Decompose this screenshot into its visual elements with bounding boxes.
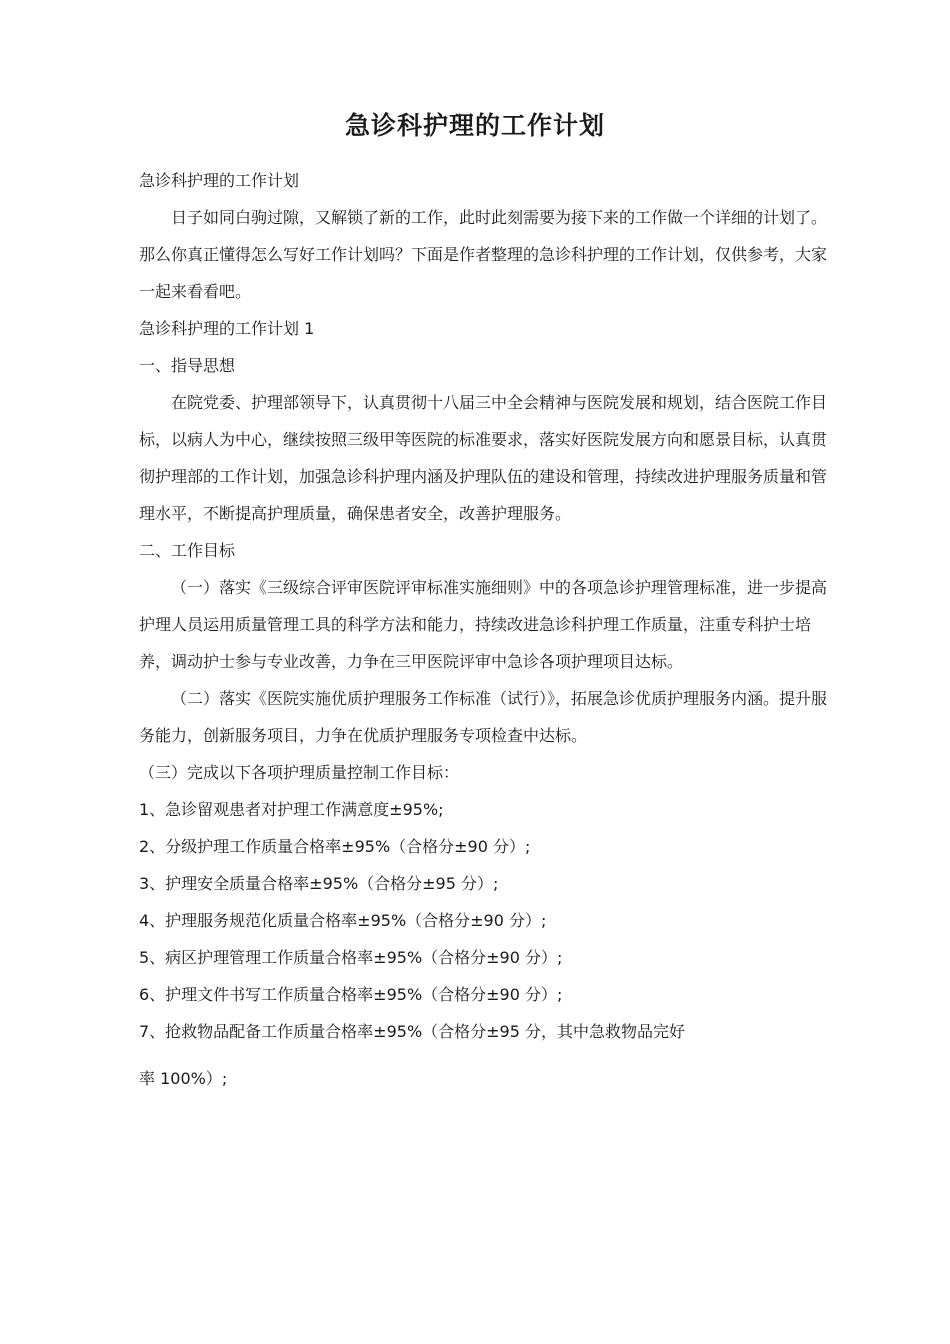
subtitle: 急诊科护理的工作计划 <box>139 171 300 190</box>
document-title: 急诊科护理的工作计划 <box>344 111 605 140</box>
list-item: 7、抢救物品配备工作质量合格率±95%（合格分±95 分，其中急救物品完好 <box>139 1022 686 1041</box>
list-item: 5、病区护理管理工作质量合格率±95%（合格分±90 分）; <box>139 948 563 967</box>
goal-paragraph-1: （一）落实《三级综合评审医院评审标准实施细则》中的各项急诊护理管理标准，进一步提高护理人员运用质量管理工具的科学方法和能力，持续改进急诊科护理工作质量，注重专科护士培养，调动护士参与专业改善，力争在三甲医院评审中急诊各项护理项目达标。 <box>139 578 828 671</box>
list-item-continuation: 率 100%）; <box>139 1069 228 1088</box>
document-body <box>139 162 829 1097</box>
list-item: 6、护理文件书写工作质量合格率±95%（合格分±90 分）; <box>139 985 563 1004</box>
goal-paragraph-2: （二）落实《医院实施优质护理服务工作标准（试行）》，拓展急诊优质护理服务内涵。提升服务能力，创新服务项目，力争在优质护理服务专项检查中达标。 <box>139 689 828 745</box>
list-item: 2、分级护理工作质量合格率±95%（合格分±90 分）; <box>139 837 531 856</box>
section-heading-plan-1: 急诊科护理的工作计划 1 <box>139 319 315 338</box>
heading-guiding-ideology: 一、指导思想 <box>139 356 236 375</box>
list-item: 3、护理安全质量合格率±95%（合格分±95 分）; <box>139 874 499 893</box>
guiding-ideology-paragraph: 在院党委、护理部领导下，认真贯彻十八届三中全会精神与医院发展和规划，结合医院工作目标，以病人为中心，继续按照三级甲等医院的标准要求，落实好医院发展方向和愿景目标，认真贯彻护理部的工作计划，加强急诊科护理内涵及护理队伍的建设和管理，持续改进护理服务质量和管理水平，不断提高护理质量，确保患者安全，改善护理服务。 <box>139 393 828 523</box>
heading-work-goals: 二、工作目标 <box>139 541 236 560</box>
intro-paragraph: 日子如同白驹过隙，又解锁了新的工作，此时此刻需要为接下来的工作做一个详细的计划了。那么你真正懂得怎么写好工作计划吗？下面是作者整理的急诊科护理的工作计划，仅供参考，大家一起来看看吧。 <box>139 208 828 301</box>
goal-paragraph-3: （三）完成以下各项护理质量控制工作目标： <box>139 763 460 782</box>
list-item: 4、护理服务规范化质量合格率±95%（合格分±90 分）; <box>139 911 547 930</box>
list-item: 1、急诊留观患者对护理工作满意度±95%; <box>139 800 444 819</box>
